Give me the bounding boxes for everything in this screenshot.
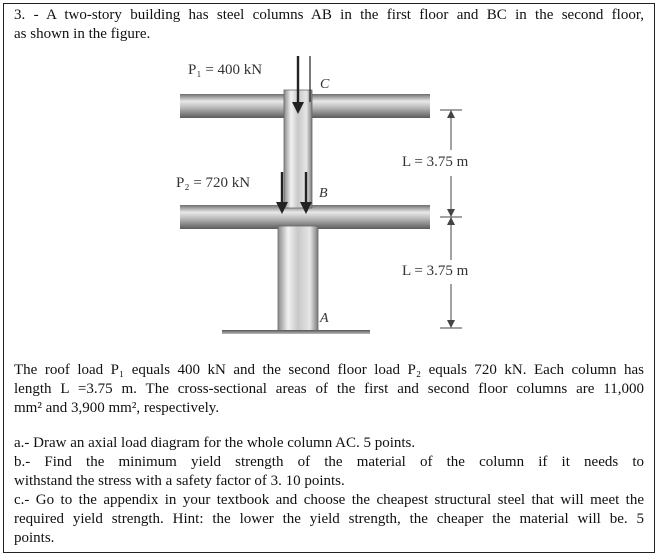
column-ab (278, 226, 318, 332)
question-b-line-1: b.- Find the minimum yield strength of the material of the column if it needs to (14, 454, 644, 470)
question-a: a.- Draw an axial load diagram for the whole column AC. 5 points. (14, 435, 416, 451)
point-a-label: A (320, 311, 329, 326)
question-b-line-2: withstand the stress with a safety factor of 3. 10 points. (14, 473, 345, 489)
question-c-line-3: points. (14, 530, 55, 546)
description-line-1: The roof load P₁ equals 400 kN and the second floor load P₂ equals 720 kN. Each column has (14, 362, 644, 378)
question-c-line-2: required yield strength. Hint: the lower the yield strength, the cheaper the material will be. 5 (14, 511, 644, 527)
description-line-2: length L =3.75 m. The cross-sectional areas of the first and second floor columns are 11,000 (14, 381, 644, 397)
ground (222, 330, 370, 334)
length-lower-label: L = 3.75 m (402, 263, 469, 279)
problem-line-2: as shown in the figure. (14, 26, 151, 42)
length-upper-label: L = 3.75 m (402, 154, 469, 170)
p2-label: P₂ = 720 kN (176, 175, 251, 191)
point-b-label: B (319, 186, 328, 201)
problem-line-1: 3. - A two-story building has steel columns AB in the first floor and BC in the second floor, (14, 7, 644, 23)
description-line-3: mm² and 3,900 mm², respectively. (14, 400, 220, 416)
point-c-label: C (320, 77, 330, 92)
p1-label: P₁ = 400 kN (188, 62, 263, 78)
question-c-line-1: c.- Go to the appendix in your textbook and choose the cheapest structural steel that will meet the (14, 492, 644, 508)
